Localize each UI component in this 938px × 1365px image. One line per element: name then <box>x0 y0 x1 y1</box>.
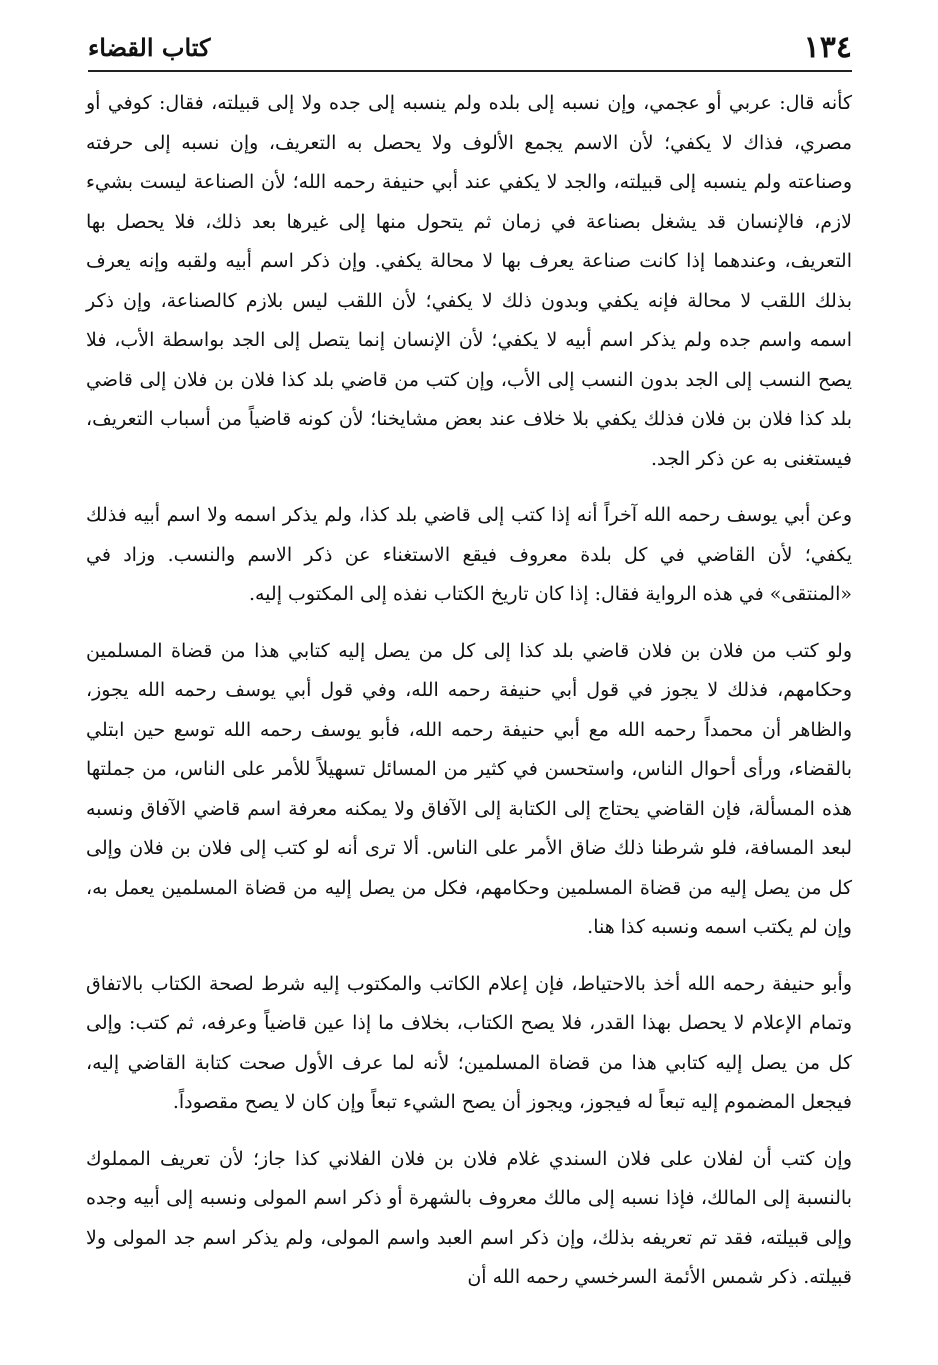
paragraph: وإن كتب أن لفلان على فلان السندي غلام فلان بن فلان الفلاني كذا جاز؛ لأن تعريف المملوك بالنسبة إلى المالك، فإذا نسبه إلى مالك معروف بالشهرة أو ذكر اسم المولى ونسبه إلى أبيه وجده وإلى قبيلته، فقد تم تعريفه بذلك، وإن ذكر اسم العبد واسم المولى، ولم يذكر اسم جد المولى ولا قبيلته. ذكر شمس الأئمة السرخسي رحمه الله أن <box>86 1147 852 1288</box>
paragraph: وأبو حنيفة رحمه الله أخذ بالاحتياط، فإن إعلام الكاتب والمكتوب إليه شرط لصحة الكتاب بالاتفاق وتمام الإعلام لا يحصل بهذا القدر، فلا يصح الكتاب، بخلاف ما إذا عين قاضياً وعرفه، ثم كتب: وإلى كل من يصل إليه كتابي هذا من قضاة المسلمين؛ لأنه لما عرف الأول صحت كتابة القاضي إليه، فيجعل المضموم إليه تبعاً له فيجوز، ويجوز أن يصح الشيء تبعاً وإن كان لا يصح مقصوداً. <box>86 972 852 1113</box>
book-title: كتاب القضاء <box>88 33 211 62</box>
paragraph: كأنه قال: عربي أو عجمي، وإن نسبه إلى بلده ولم ينسبه إلى جده ولا إلى قبيلته، فقال: كوفي أو مصري، فذاك لا يكفي؛ لأن الاسم يجمع الألوف ولا يحصل به التعريف، وإن نسبه إلى حرفته وصناعته ولم ينسبه إلى قبيلته، والجد لا يكفي عند أبي حنيفة رحمه الله؛ لأن الصناعة ليست بشيء لازم، فالإنسان قد يشغل بصناعة في زمان ثم يتحول منها إلى غيرها بعد ذلك، فلا يحصل بها التعريف، وعندهما إذا كانت صناعة يعرف بها لا محالة يكفي. وإن ذكر اسم أبيه ولقبه وإنه يعرف بذلك اللقب لا محالة فإنه يكفي وبدون ذلك لا يكفي؛ لأن اللقب ليس بلازم كالصناعة، وإن ذكر اسمه واسم جده ولم يذكر اسم أبيه لا يكفي؛ لأن الإنسان إنما يتصل إلى الجد بواسطة الأب، فلا يصح النسب إلى الجد بدون النسب إلى الأب، وإن كتب من قاضي بلد كذا فلان بن فلان إلى قاضي بلد كذا فلان بن فلان فذلك يكفي بلا خلاف عند بعض مشايخنا؛ لأن كونه قاضياً من أسباب التعريف، فيستغنى به عن ذكر الجد. <box>86 92 852 470</box>
page-header <box>88 22 852 72</box>
paragraph: ولو كتب من فلان بن فلان قاضي بلد كذا إلى كل من يصل إليه كتابي هذا من قضاة المسلمين وحكامهم، فذلك لا يجوز في قول أبي حنيفة رحمه الله، وفي قول أبي يوسف رحمه الله يجوز، والظاهر أن محمداً رحمه الله مع أبي حنيفة رحمه الله، فأبو يوسف رحمه الله توسع حين ابتلي بالقضاء، ورأى أحوال الناس، واستحسن في كثير من المسائل تسهيلاً للأمر على الناس، من جملتها هذه المسألة، فإن القاضي يحتاج إلى الكتابة إلى الآفاق ولا يمكنه معرفة اسم قاضي الآفاق ونسبه لبعد المسافة، فلو شرطنا ذلك ضاق الأمر على الناس. ألا ترى أنه لو كتب إلى فلان بن فلان وإلى كل من يصل إليه من قضاة المسلمين وحكامهم، فكل من يصل إليه من قضاة المسلمين يعمل به، وإن لم يكتب اسمه ونسبه كذا هنا. <box>86 639 852 938</box>
page-number: ١٣٤ <box>803 30 852 65</box>
paragraph: وعن أبي يوسف رحمه الله آخراً أنه إذا كتب إلى قاضي بلد كذا، ولم يذكر اسمه ولا اسم أبيه فذلك يكفي؛ لأن القاضي في كل بلدة معروف فيقع الاستغناء عن ذكر الاسم والنسب. وزاد في «المنتقى» في هذه الرواية فقال: إذا كان تاريخ الكتاب نفذه إلى المكتوب إليه. <box>86 504 852 605</box>
page-body <box>86 84 852 1298</box>
